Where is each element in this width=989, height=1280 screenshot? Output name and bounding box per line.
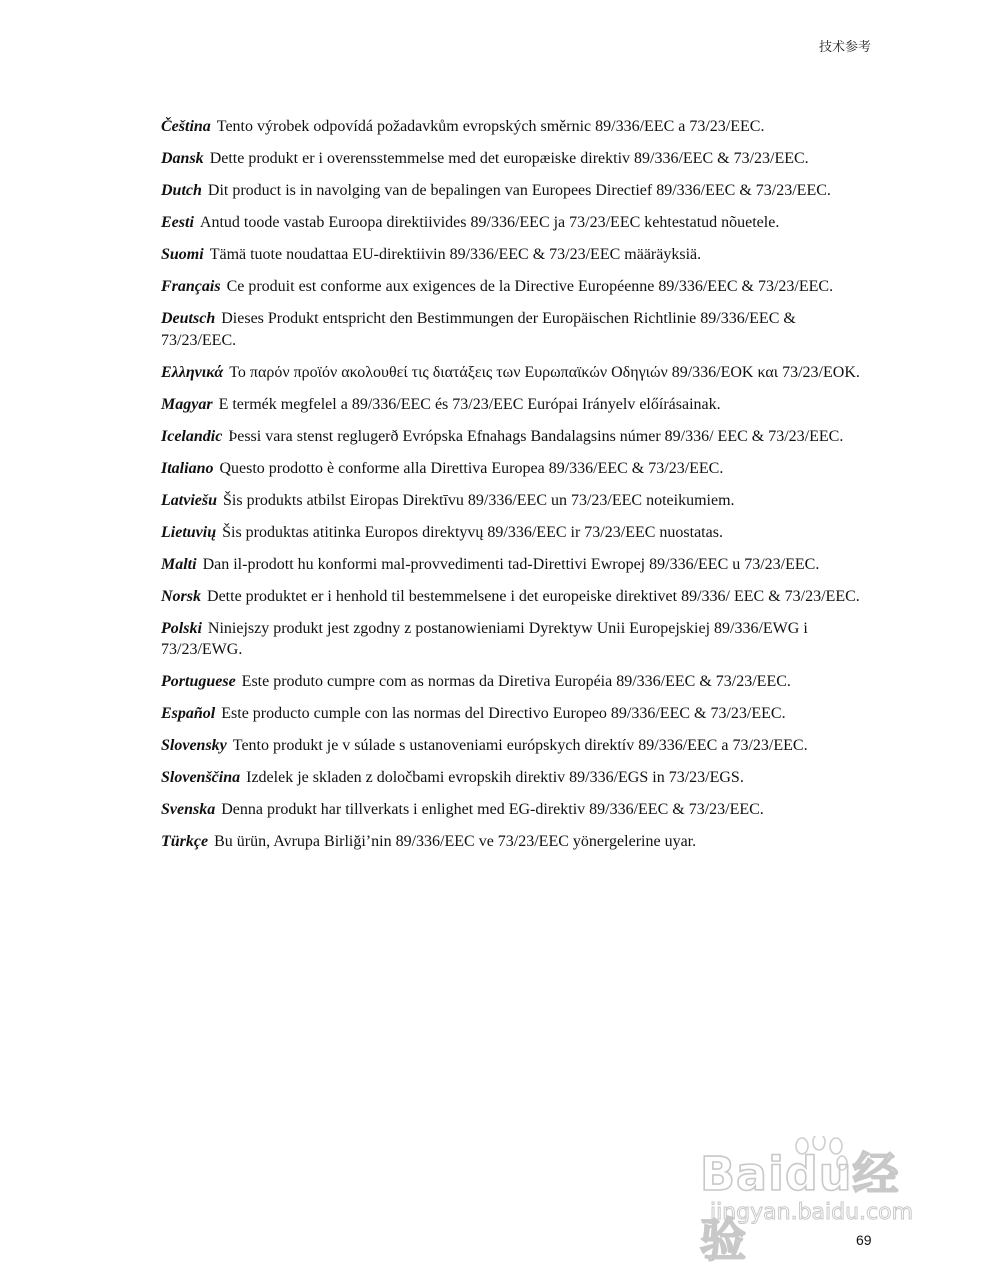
- compliance-entry: [161, 554, 873, 576]
- compliance-entry: [161, 276, 873, 298]
- language-label: Italiano: [161, 459, 214, 477]
- compliance-entry: [161, 212, 873, 234]
- language-label: Portuguese: [161, 673, 236, 690]
- compliance-text: Tento produkt je v súlade s ustanoveniami európskych direktív 89/336/EEC a 73/23/EEC.: [232, 737, 808, 754]
- language-label: Suomi: [161, 246, 204, 263]
- compliance-text: Dette produktet er i henhold til bestemmelsene i det europeiske direktivet 89/336/ EEC & 73/23/EEC.: [207, 587, 860, 605]
- language-label: Deutsch: [161, 310, 216, 327]
- compliance-text: Niniejszy produkt jest zgodny z postanowieniami Dyrektyw Unii Europejskiej 89/336/EWG i 73/23/EWG.: [161, 619, 808, 658]
- compliance-text: Este produto cumpre com as normas da Diretiva Européia 89/336/EEC & 73/23/EEC.: [241, 673, 791, 690]
- compliance-entry: [161, 586, 873, 608]
- language-label: Slovensky: [161, 737, 227, 754]
- language-label: Français: [161, 278, 221, 295]
- compliance-text: Dan il-prodott hu konformi mal-provvedimenti tad-Direttivi Ewropej 89/336/EEC u 73/23/EEC.: [202, 555, 820, 573]
- compliance-entry: [161, 831, 873, 853]
- compliance-text: E termék megfelel a 89/336/EEC és 73/23/EEC Európai Irányelv előírásainak.: [218, 395, 721, 413]
- watermark-url: jingyan.baidu.com: [710, 1200, 914, 1225]
- compliance-entry: [161, 458, 873, 480]
- compliance-text: Šis produkts atbilst Eiropas Direktīvu 89/336/EEC un 73/23/EEC noteikumiem.: [223, 491, 735, 509]
- compliance-text: Ce produit est conforme aux exigences de la Directive Européenne 89/336/EEC & 73/23/EEC.: [226, 278, 834, 295]
- language-label: Icelandic: [161, 427, 223, 445]
- compliance-entry: [161, 362, 873, 384]
- compliance-text: Þessi vara stenst reglugerð Evrópska Efnahags Bandalagsins númer 89/336/ EEC & 73/23/EEC.: [228, 427, 844, 445]
- compliance-text: Šis produktas atitinka Europos direktyvų 89/336/EEC ir 73/23/EEC nuostatas.: [222, 523, 723, 541]
- language-label: Español: [161, 705, 216, 722]
- compliance-entry: [161, 394, 873, 416]
- compliance-text: Tämä tuote noudattaa EU-direktiivin 89/336/EEC & 73/23/EEC määräyksiä.: [209, 246, 702, 263]
- language-label: Dansk: [161, 150, 204, 167]
- compliance-text: Dit product is in navolging van de bepalingen van Europees Directief 89/336/EEC & 73/23/EEC.: [207, 182, 831, 199]
- language-label: Türkçe: [161, 833, 209, 850]
- compliance-entry: [161, 767, 873, 789]
- compliance-entry: [161, 426, 873, 448]
- compliance-text: Dieses Produkt entspricht den Bestimmungen der Europäischen Richtlinie 89/336/EEC & 73/23/EEC.: [161, 310, 796, 349]
- compliance-text: Tento výrobek odpovídá požadavkům evropských směrnic 89/336/EEC a 73/23/EEC.: [216, 118, 765, 135]
- compliance-entry: [161, 735, 873, 757]
- language-label: Polski: [161, 619, 202, 637]
- watermark-logo-text: Baidu经验: [700, 1147, 900, 1267]
- compliance-text: Izdelek je skladen z določbami evropskih direktiv 89/336/EGS in 73/23/EGS.: [246, 769, 744, 786]
- compliance-text: Questo prodotto è conforme alla Direttiva Europea 89/336/EEC & 73/23/EEC.: [219, 459, 724, 477]
- compliance-entry: [161, 244, 873, 266]
- language-label: Norsk: [161, 587, 202, 605]
- compliance-entry: [161, 522, 873, 544]
- compliance-text: Este producto cumple con las normas del Directivo Europeo 89/336/EEC & 73/23/EEC.: [221, 705, 786, 722]
- compliance-text: Denna produkt har tillverkats i enlighet med EG-direktiv 89/336/EEC & 73/23/EEC.: [221, 801, 764, 818]
- compliance-statements: [161, 116, 873, 863]
- compliance-entry: [161, 116, 873, 138]
- page-number: 69: [856, 1232, 872, 1248]
- language-label: Malti: [161, 555, 197, 573]
- compliance-entry: [161, 703, 873, 725]
- compliance-text: Dette produkt er i overensstemmelse med det europæiske direktiv 89/336/EEC & 73/23/EEC.: [209, 150, 809, 167]
- compliance-entry: [161, 618, 873, 661]
- language-label: Lietuvių: [161, 523, 217, 541]
- compliance-entry: [161, 671, 873, 693]
- compliance-entry: [161, 308, 873, 351]
- language-label: Čeština: [161, 118, 211, 135]
- language-label: Slovenščina: [161, 769, 241, 786]
- compliance-text: Το παρόν προϊόν ακολουθεί τις διατάξεις των Ευρωπαϊκών Οδηγιών 89/336/ΕΟΚ και 73/23/ΕΟΚ.: [229, 363, 860, 381]
- language-label: Eesti: [161, 214, 194, 231]
- language-label: Dutch: [161, 182, 202, 199]
- compliance-entry: [161, 180, 873, 202]
- page-header-title: 技术参考: [818, 40, 871, 55]
- language-label: Latviešu: [161, 491, 217, 509]
- compliance-text: Antud toode vastab Euroopa direktiivides 89/336/EEC ja 73/23/EEC kehtestatud nõuetele.: [199, 214, 780, 231]
- compliance-text: Bu ürün, Avrupa Birliği’nin 89/336/EEC ve 73/23/EEC yönergelerine uyar.: [214, 833, 697, 850]
- compliance-entry: [161, 799, 873, 821]
- language-label: Ελληνικά: [161, 363, 224, 381]
- language-label: Magyar: [161, 395, 213, 413]
- language-label: Svenska: [161, 801, 216, 818]
- compliance-entry: [161, 490, 873, 512]
- compliance-entry: [161, 148, 873, 170]
